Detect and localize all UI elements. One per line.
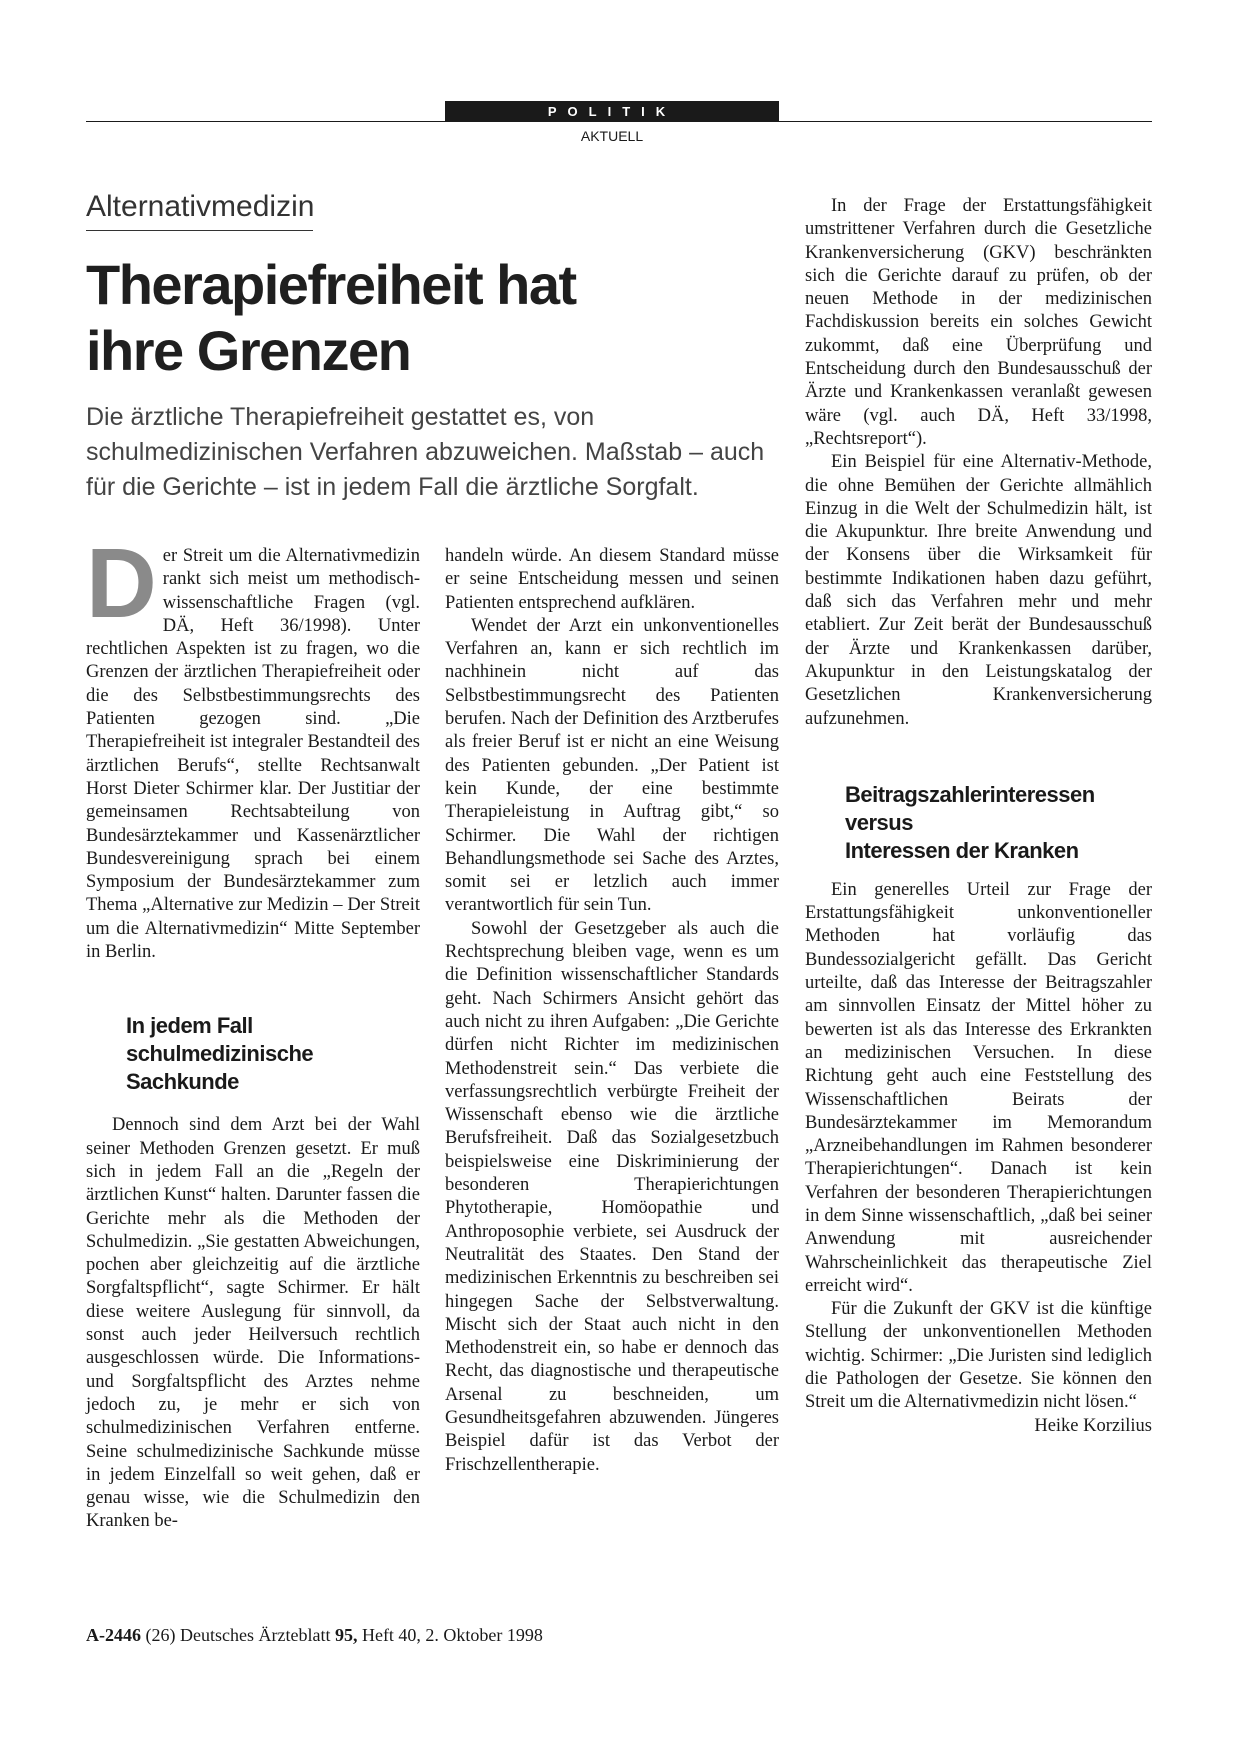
kicker-underline — [86, 230, 313, 231]
subheading: In jedem Fall schulmedizinische Sachkunde — [126, 1013, 314, 1095]
subheading-line: Beitragszahlerinteressen — [845, 781, 1095, 807]
article-title — [86, 252, 786, 384]
column-3 — [805, 195, 1152, 1438]
paragraph: Sowohl der Gesetzgeber als auch die Rechtsprechung bleiben vage, wenn es um die Definition wissenschaftlicher Standards geht. Nach Schirmers Ansicht gehört das auch nicht zu ihren Aufgaben: „Die Gerichte dürfen nicht Richter im medizinischen Methodenstreit sein.“ Das verbiete die verfassungsrechtlich verbürgte Freiheit der Wissenschaft ebenso wie die ärztliche Berufsfreiheit. Daß das Sozialgesetzbuch beispielsweise eine Diskriminierung der besonderen Therapierichtungen Phytotherapie, Homöopathie und Anthroposophie verbiete, sei Ausdruck der Neutralität des Staates. Den Stand der medizinischen Erkenntnis zu beschreiben sei hingegen Sache der Selbstverwaltung. Mischt sich der Staat auch nicht in den Methodenstreit ein, so habe er dennoch das Recht, das diagnostische und therapeutische Arsenal zu beschneiden, um Gesundheitsgefahren abzuwenden. Jüngeres Beispiel dafür ist das Verbot der Frischzellentherapie. — [445, 918, 779, 1475]
article-kicker: Alternativmedizin — [86, 190, 315, 223]
title-line-2: ihre Grenzen — [86, 319, 411, 382]
paragraph: Wendet der Arzt ein unkonventionelles Verfahren an, kann er sich rechtlich im nachhinein nicht auf das Selbstbestimmungsrecht des Patienten berufen. Nach der Definition des Arztberufes als freier Beruf ist er nicht an eine Weisung des Patienten gebunden. „Der Patient ist kein Kunde, der eine bestimmte Therapieleistung in Auftrag gibt,“ so Schirmer. Die Wahl der richtigen Behandlungsmethode sei Sache des Arztes, somit sei er letzlich auch immer verantwortlich für sein Tun. — [445, 615, 779, 916]
article-lead: Die ärztliche Therapiefreiheit gestattet es, von schulmedizinischen Verfahren abzuweichen. Maßstab – auch für die Gerichte – ist in jedem Fall die ärztliche Sorgfalt. — [86, 403, 765, 501]
paragraph — [805, 1298, 1152, 1436]
paragraph: In der Frage der Erstattungsfähigkeit umstrittener Verfahren durch die Gesetzliche Krankenversicherung (GKV) beschränkten sich die Gerichte darauf zu prüfen, ob der neuen Methode in der medizinischen Fachdiskussion bereits ein solches Gewicht zukommt, daß eine Überprüfung und Entscheidung durch den Bundesausschuß der Ärzte und Krankenkassen veranlaßt gewesen wäre (vgl. auch DÄ, Heft 33/1998, „Rechtsreport“). — [805, 196, 1152, 449]
paragraph: Ein generelles Urteil zur Frage der Erstattungsfähigkeit unkonventioneller Methoden hat vorläufig das Bundessozialgericht gefällt. Das Gericht urteilte, daß das Interesse der Beitragszahler am sinnvollen Einsatz der Mittel höher zu bewerten ist als das Interesse des Erkrankten an medizinischen Versuchen. In diese Richtung geht auch eine Feststellung des Wissenschaftlichen Beirats der Bundesärztekammer im Memorandum „Arzneibehandlungen im Rahmen besonderer Therapierichtungen“. Danach ist kein Verfahren der besonderen Therapierichtungen in dem Sinne wissenschaftlich, „daß bei seiner Anwendung mit ausreichender Wahrscheinlichkeit das therapeutische Ziel erreicht wird“. — [805, 879, 1152, 1296]
issue-info: Heft 40, 2. Oktober 1998 — [361, 1625, 543, 1645]
paragraph: Ein Beispiel für eine Alternativ-Methode, die ohne Bemühen der Gerichte allmählich Einzug in die Welt der Schulmedizin hält, ist die Akupunktur. Ihre breite Anwendung und der Konsens über die Wirksamkeit für bestimmte Indikationen haben dazu geführt, daß sich das Verfahren mehr und mehr etabliert. Zur Zeit berät der Bundesausschuß der Ärzte und Krankenkassen darüber, Akupunktur in den Leistungskatalog der Gesetzlichen Krankenversicherung aufzunehmen. — [805, 452, 1152, 729]
paragraph — [86, 528, 420, 964]
paragraph: handeln würde. An diesem Standard müsse er seine Entscheidung messen und seinen Patienten entsprechend aufklären. — [445, 546, 779, 613]
title-line-1: Therapiefreiheit hat — [86, 253, 576, 316]
paragraph: Dennoch sind dem Arzt bei der Wahl seiner Methoden Grenzen gesetzt. Er muß sich in jedem Fall an die „Regeln der ärztlichen Kunst“ halten. Darunter fassen die Gerichte mehr als die Methoden der Schulmedizin. „Sie gestatten Abweichungen, pochen aber gleichzeitig auf die ärztliche Sorgfaltspflicht“, sagte Schirmer. Er hält diese weitere Auslegung für sinnvoll, da sonst auch jeder Heilversuch rechtlich ausgeschlossen würde. Die Informations- und Sorgfaltspflicht des Arztes nehme jedoch zu, je mehr er sich von schulmedizinischen Verfahren entferne. Seine schulmedizinische Sachkunde müsse in jedem Einzelfall so weit gehen, daß er genau wisse, wie die Schulmedizin den Kranken be- — [86, 1115, 420, 1532]
page-number: A-2446 — [86, 1625, 141, 1645]
section-label: POLITIK — [445, 101, 779, 122]
column-1 — [86, 528, 420, 1534]
volume-number: 95, — [334, 1625, 358, 1645]
author-byline: Heike Korzilius — [1034, 1415, 1152, 1436]
column-2 — [445, 545, 779, 1477]
page-footer — [86, 1625, 543, 1646]
paragraph-text: er Streit um die Alternativmedizin rankt sich meist um methodisch-wissenschaftliche Fragen (vgl. DÄ, Heft 36/1998). Unter rechtlichen Aspekten ist zu fragen, wo die Grenzen der ärztlichen Therapiefreiheit oder die des Selbstbestimmungsrechts des Patienten gezogen sind. „Die Therapiefreiheit ist integraler Bestandteil des ärztlichen Berufs“, stellte Rechtsanwalt Horst Dieter Schirmer klar. Der Justitiar der gemeinsamen Rechtsabteilung von Bundesärztekammer und Kassenärztlicher Bundesvereinigung sprach bei einem Symposium der Bundesärztekammer zum Thema „Alternative zur Medizin – Der Streit um die Alternativmedizin“ Mitte September in Berlin. — [86, 546, 420, 963]
subsection-label: AKTUELL — [580, 128, 644, 144]
drop-cap: D — [86, 528, 157, 638]
journal-name: Deutsches Ärzteblatt — [180, 1625, 331, 1645]
local-page-number: (26) — [145, 1625, 176, 1645]
subheading — [845, 781, 1152, 865]
subheading-line: versus — [845, 809, 913, 835]
subheading-line: Interessen der Kranken — [845, 837, 1079, 863]
paragraph-text: Für die Zukunft der GKV ist die künftige Stellung der unkonventionellen Methoden wichtig. Schirmer: „Die Juristen sind lediglich die Pathologen der Gesetze. Sie können den Streit um die Alternativmedizin nicht lösen.“ — [805, 1299, 1152, 1413]
